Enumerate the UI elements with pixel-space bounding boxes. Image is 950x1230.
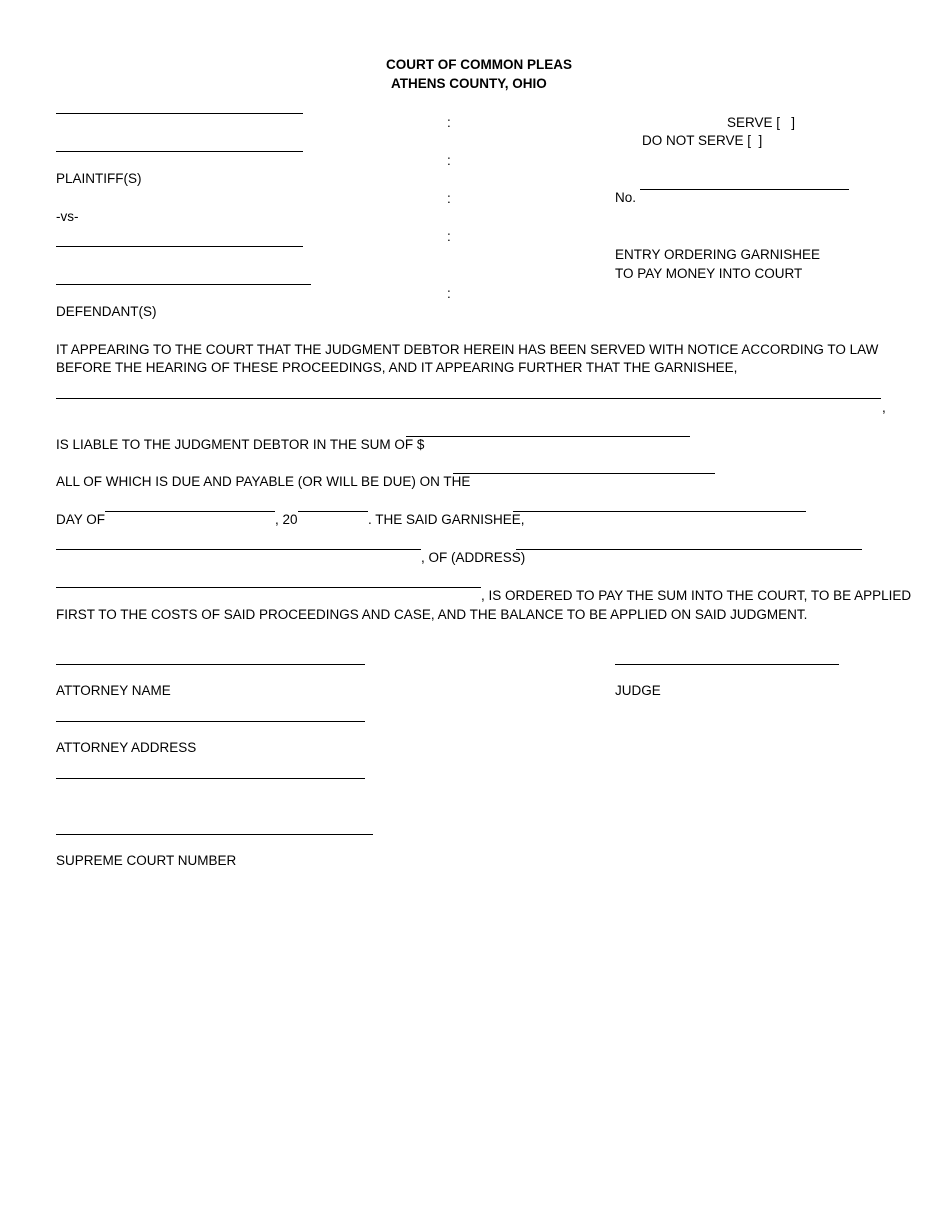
- order-line[interactable]: [56, 587, 481, 588]
- due-day-line[interactable]: [453, 473, 715, 474]
- order-text-line-1: , IS ORDERED TO PAY THE SUM INTO THE COURT, TO BE APPLIED: [481, 588, 912, 603]
- liable-sum-label: IS LIABLE TO THE JUDGMENT DEBTOR IN THE SUM OF $: [56, 437, 425, 452]
- said-garnishee-label: . THE SAID GARNISHEE,: [368, 512, 525, 527]
- court-name: COURT OF COMMON PLEAS: [386, 57, 572, 72]
- sum-amount-line[interactable]: [406, 436, 690, 437]
- entry-title-line-1: ENTRY ORDERING GARNISHEE: [615, 247, 821, 262]
- attorney-name-line[interactable]: [56, 664, 365, 665]
- caption-colon: :: [447, 153, 451, 168]
- case-number-line[interactable]: [640, 189, 849, 190]
- county-name: ATHENS COUNTY, OHIO: [391, 76, 547, 91]
- order-text-line-2: FIRST TO THE COSTS OF SAID PROCEEDINGS AND CASE, AND THE BALANCE TO BE APPLIED ON SAID JUDGMENT.: [56, 607, 808, 622]
- month-line[interactable]: [105, 511, 275, 512]
- garnishee-name-line[interactable]: [56, 398, 881, 399]
- serve-checkbox[interactable]: SERVE [ ]: [727, 115, 796, 130]
- plaintiff-line-1[interactable]: [56, 113, 303, 114]
- caption-colon: :: [447, 229, 451, 244]
- address-line[interactable]: [516, 549, 862, 550]
- plaintiff-line-2[interactable]: [56, 151, 303, 152]
- of-address-label: , OF (ADDRESS): [421, 550, 526, 565]
- caption-colon: :: [447, 286, 451, 301]
- supreme-court-number-line[interactable]: [56, 834, 373, 835]
- defendant-label: DEFENDANT(S): [56, 304, 157, 319]
- judge-label: JUDGE: [615, 683, 661, 698]
- year-line[interactable]: [298, 511, 368, 512]
- garnishee-line-2[interactable]: [56, 549, 421, 550]
- caption-colon: :: [447, 191, 451, 206]
- plaintiff-label: PLAINTIFF(S): [56, 171, 142, 186]
- due-date-label: ALL OF WHICH IS DUE AND PAYABLE (OR WILL BE DUE) ON THE: [56, 474, 471, 489]
- garnishee-line-comma: ,: [882, 400, 886, 415]
- attorney-address-line-1[interactable]: [56, 721, 365, 722]
- defendant-line-1[interactable]: [56, 246, 303, 247]
- versus-label: -vs-: [56, 209, 79, 224]
- caption-colon: :: [447, 115, 451, 130]
- day-of-label: DAY OF: [56, 512, 106, 527]
- said-garnishee-line[interactable]: [513, 511, 806, 512]
- judge-signature-line[interactable]: [615, 664, 839, 665]
- attorney-name-label: ATTORNEY NAME: [56, 683, 171, 698]
- attorney-address-label: ATTORNEY ADDRESS: [56, 740, 197, 755]
- do-not-serve-checkbox[interactable]: DO NOT SERVE [ ]: [642, 133, 763, 148]
- defendant-line-2[interactable]: [56, 284, 311, 285]
- supreme-court-number-label: SUPREME COURT NUMBER: [56, 853, 237, 868]
- year-prefix: , 20: [275, 512, 298, 527]
- case-number-label: No.: [615, 190, 637, 205]
- intro-paragraph: IT APPEARING TO THE COURT THAT THE JUDGMENT DEBTOR HEREIN HAS BEEN SERVED WITH NOTICE ACCORDING TO LAW BEFORE THE HEARING OF THESE PROCEEDINGS, AND IT APPEARING FURTHER THAT THE GARNISHEE,: [56, 342, 879, 375]
- entry-title-line-2: TO PAY MONEY INTO COURT: [615, 266, 803, 281]
- attorney-address-line-2[interactable]: [56, 778, 365, 779]
